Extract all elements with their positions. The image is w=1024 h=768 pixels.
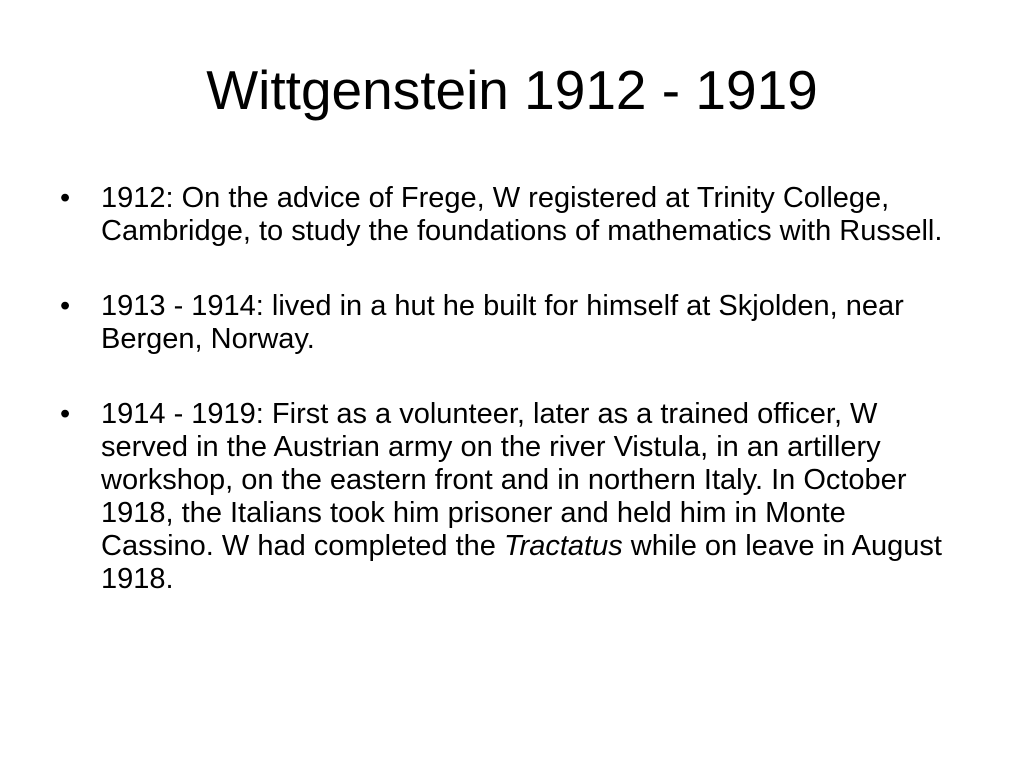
bullet-dot-icon: •: [60, 398, 71, 430]
bullet-list: [0, 182, 1024, 638]
bullet-text: [101, 398, 942, 595]
slide-title: Wittgenstein 1912 - 1919: [206, 59, 818, 121]
bullet-dot-icon: •: [60, 290, 71, 322]
bullet-dot-icon: •: [60, 182, 71, 214]
bullet-item-1913: [0, 290, 961, 356]
bullet-text-part: 1914 - 1919: First as a volunteer, later as a trained officer, W served in the Austrian army on the river Vistula, in an artillery workshop, on the eastern front and in northern Italy. In October 1918, the Italians took him prisoner and held him in Monte Cassino. W had completed the: [101, 398, 907, 562]
bullet-text: 1913 - 1914: lived in a hut he built for himself at Skjolden, near Bergen, Norway.: [101, 290, 904, 355]
tractatus-title: Tractatus: [503, 530, 623, 562]
bullet-text: 1912: On the advice of Frege, W registered at Trinity College, Cambridge, to study the foundations of mathematics with Russell.: [101, 182, 943, 247]
bullet-text-part: while on leave in August 1918.: [101, 530, 942, 595]
bullet-item-1912: [0, 182, 961, 248]
bullet-item-1914: [0, 398, 961, 596]
